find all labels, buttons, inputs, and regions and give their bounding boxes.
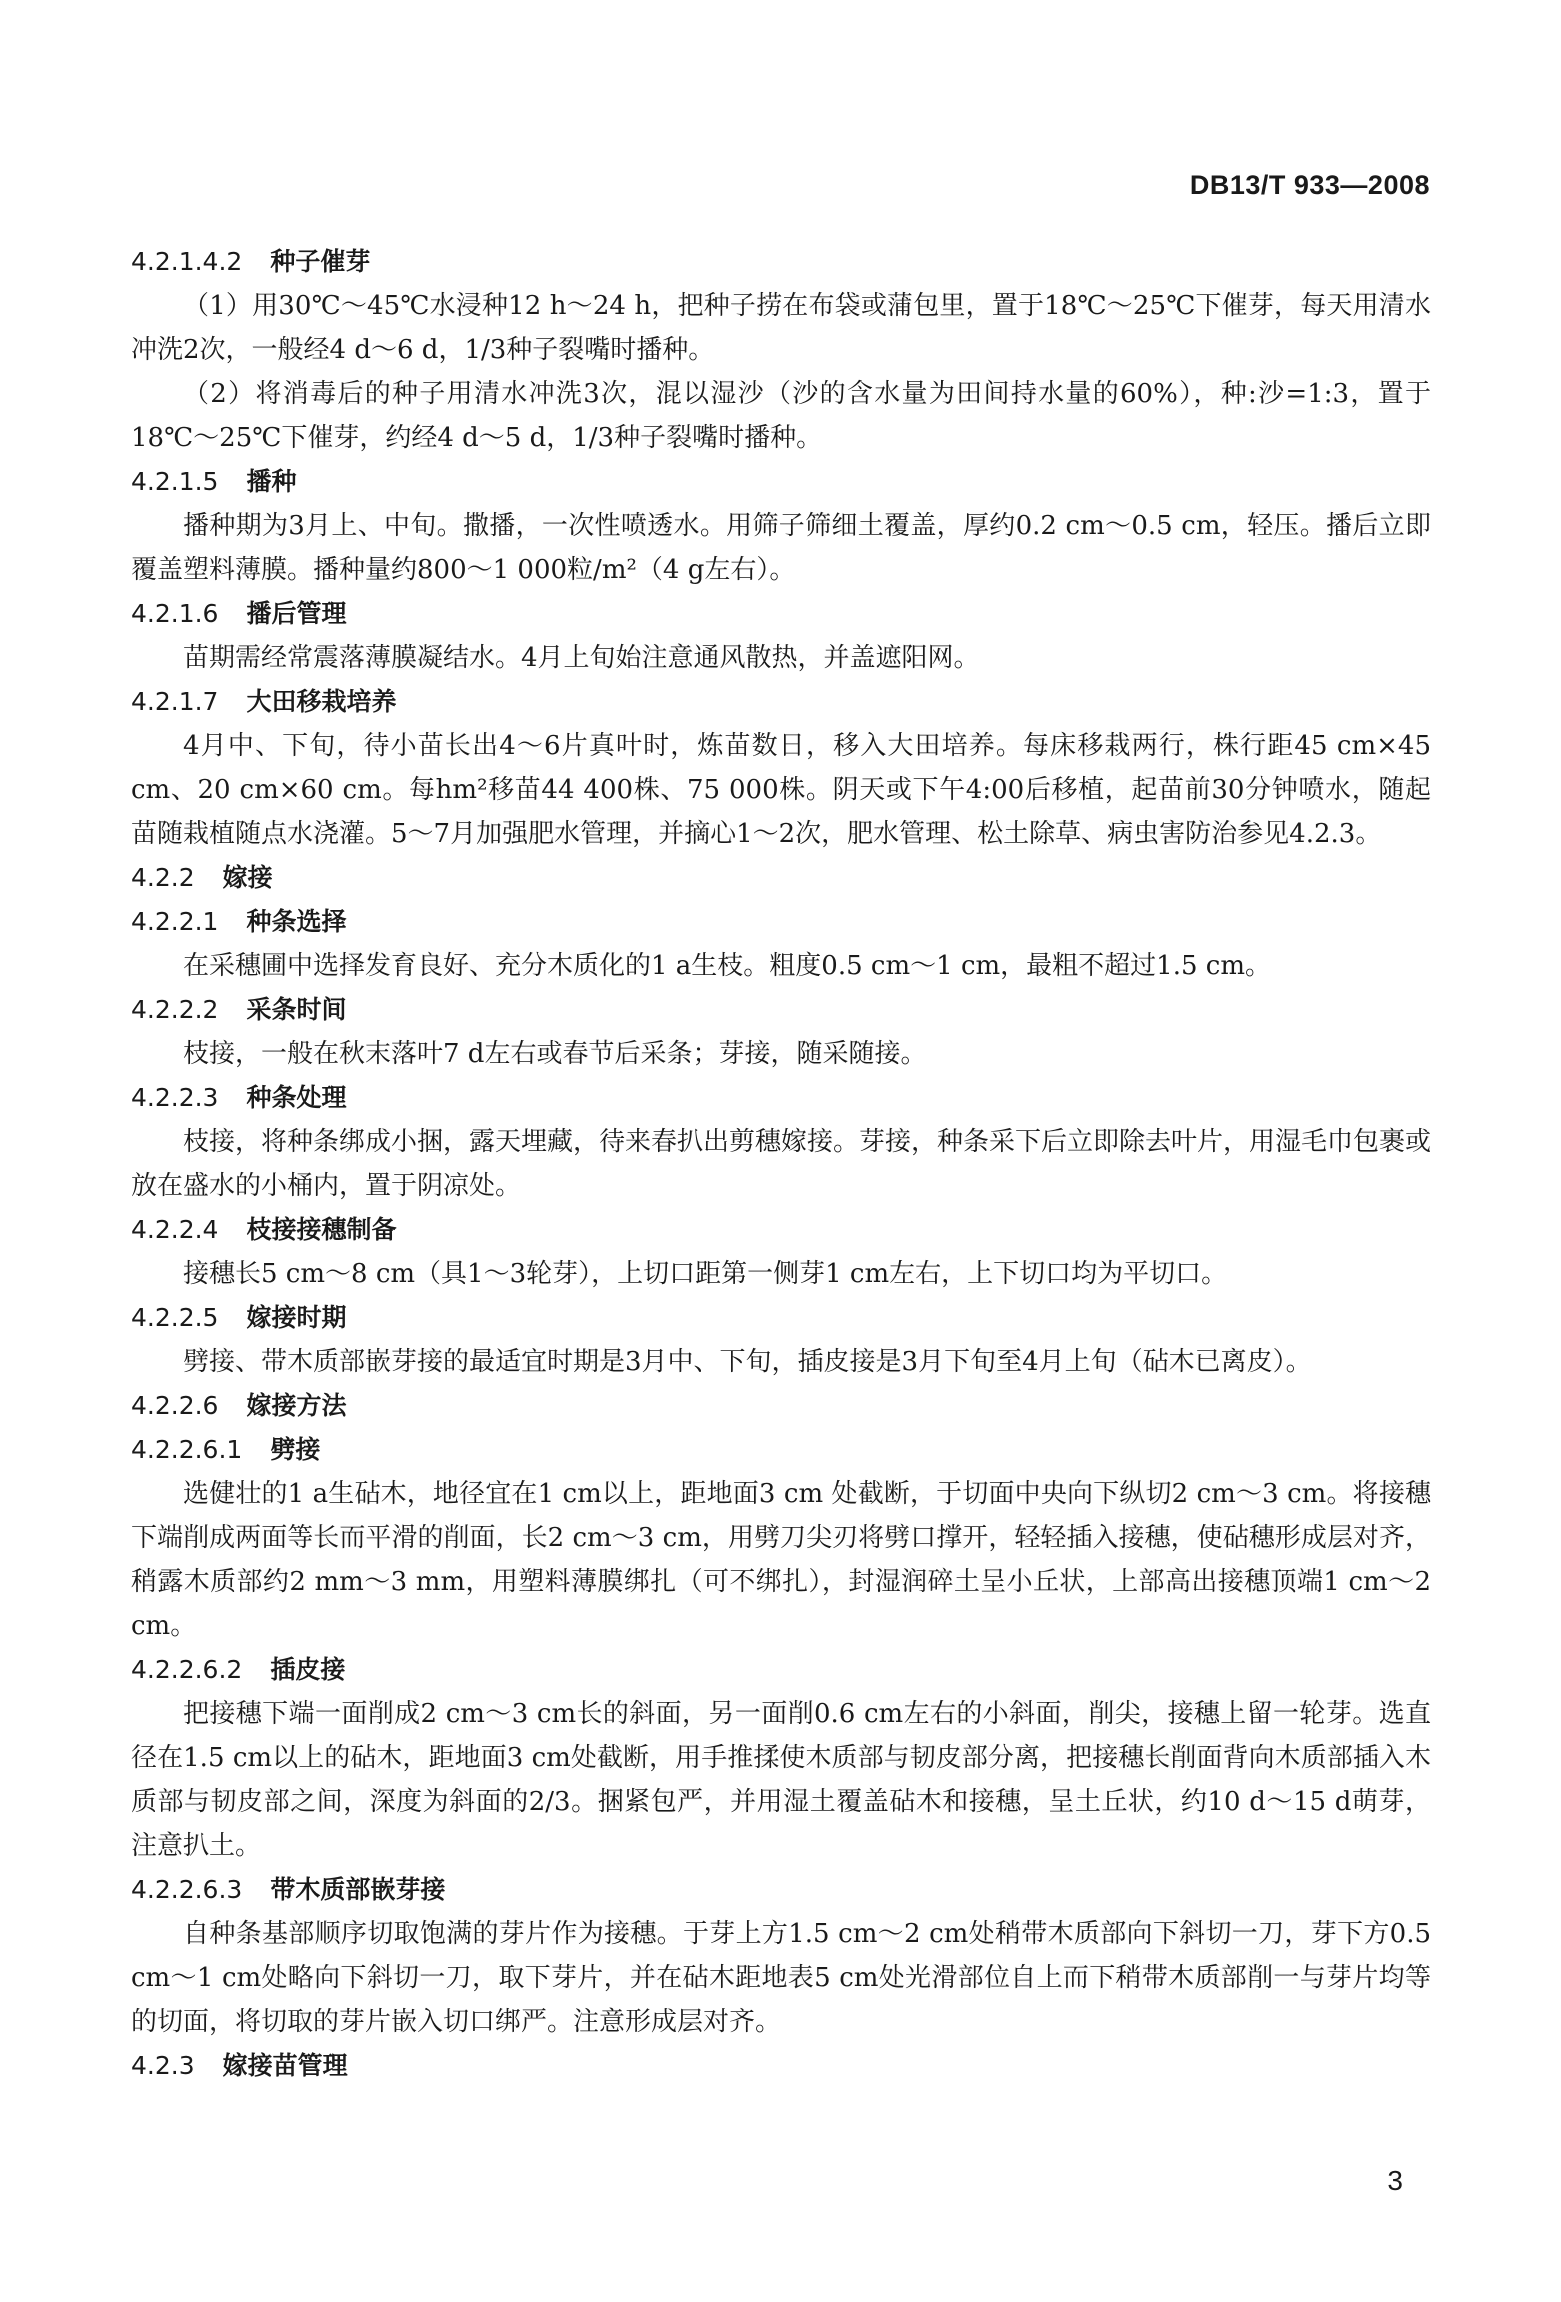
section-number: 4.2.1.5 [131, 467, 219, 496]
section-number: 4.2.2.3 [131, 1083, 219, 1112]
section-number: 4.2.3 [131, 2051, 195, 2080]
section-heading [131, 2044, 1431, 2088]
section-title: 种子催芽 [270, 247, 371, 276]
body-paragraph: 播种期为3月上、中旬。撒播，一次性喷透水。用筛子筛细土覆盖，厚约0.2 cm～0.5 cm，轻压。播后立即覆盖塑料薄膜。播种量约800～1 000粒/m²（4 g左右）。 [131, 511, 1431, 585]
section-number: 4.2.2 [131, 863, 195, 892]
body-paragraph: 在采穗圃中选择发育良好、充分木质化的1 a生枝。粗度0.5 cm～1 cm，最粗不超过1.5 cm。 [183, 951, 1271, 981]
section-number: 4.2.1.4.2 [131, 247, 243, 276]
body-paragraph: 选健壮的1 a生砧木，地径宜在1 cm以上，距地面3 cm 处截断，于切面中央向下纵切2 cm～3 cm。将接穗下端削成两面等长而平滑的削面，长2 cm～3 cm，用劈刀尖刃将劈口撑开，轻轻插入接穗，使砧穗形成层对齐，稍露木质部约2 mm～3 mm，用塑料薄膜绑扎（可不绑扎），封湿润碎土呈小丘状，上部高出接穗顶端1 cm～2 cm。 [131, 1479, 1431, 1641]
section-title: 带木质部嵌芽接 [270, 1875, 446, 1904]
document-code: DB13/T 933—2008 [1189, 170, 1430, 200]
section-heading [131, 856, 1431, 900]
section-heading [131, 1296, 1431, 1340]
section-number: 4.2.2.2 [131, 995, 219, 1024]
section-title: 大田移栽培养 [246, 687, 397, 716]
body-paragraph: 苗期需经常震落薄膜凝结水。4月上旬始注意通风散热，并盖遮阳网。 [183, 643, 980, 673]
section-number: 4.2.1.7 [131, 687, 219, 716]
body-paragraph: 接穗长5 cm～8 cm（具1～3轮芽），上切口距第一侧芽1 cm左右，上下切口均为平切口。 [183, 1259, 1228, 1289]
section-heading [131, 240, 1431, 284]
body-paragraph: 枝接，一般在秋末落叶7 d左右或春节后采条；芽接，随采随接。 [183, 1039, 927, 1069]
section-heading [131, 592, 1431, 636]
section-number: 4.2.2.1 [131, 907, 219, 936]
section-heading [131, 988, 1431, 1032]
section-number: 4.2.1.6 [131, 599, 219, 628]
section-title: 种条选择 [246, 907, 347, 936]
body-paragraph: 枝接，将种条绑成小捆，露天埋藏，待来春扒出剪穗嫁接。芽接，种条采下后立即除去叶片，用湿毛巾包裹或放在盛水的小桶内，置于阴凉处。 [131, 1127, 1432, 1201]
document-body [131, 240, 1431, 2088]
body-paragraph: 自种条基部顺序切取饱满的芽片作为接穗。于芽上方1.5 cm～2 cm处稍带木质部向下斜切一刀，芽下方0.5 cm～1 cm处略向下斜切一刀，取下芽片，并在砧木距地表5 cm处光滑部位自上而下稍带木质部削一与芽片均等的切面，将切取的芽片嵌入切口绑严。注意形成层对齐。 [131, 1919, 1431, 2037]
section-number: 4.2.2.6.3 [131, 1875, 243, 1904]
section-number: 4.2.2.4 [131, 1215, 219, 1244]
section-title: 播种 [246, 467, 297, 496]
section-heading [131, 680, 1431, 724]
section-number: 4.2.2.6.2 [131, 1655, 243, 1684]
section-heading [131, 460, 1431, 504]
section-title: 嫁接时期 [246, 1303, 347, 1332]
body-paragraph: （2）将消毒后的种子用清水冲洗3次，混以湿沙（沙的含水量为田间持水量的60%），种:沙=1:3，置于18℃～25℃下催芽，约经4 d～5 d，1/3种子裂嘴时播种。 [131, 379, 1431, 453]
section-heading [131, 1384, 1431, 1428]
section-title: 插皮接 [270, 1655, 346, 1684]
section-title: 播后管理 [246, 599, 347, 628]
section-title: 嫁接 [222, 863, 273, 892]
section-heading [131, 1428, 1431, 1472]
body-paragraph: 劈接、带木质部嵌芽接的最适宜时期是3月中、下旬，插皮接是3月下旬至4月上旬（砧木已离皮）。 [183, 1347, 1312, 1377]
section-heading [131, 1868, 1431, 1912]
body-paragraph: （1）用30℃～45℃水浸种12 h～24 h，把种子捞在布袋或蒲包里，置于18℃～25℃下催芽，每天用清水冲洗2次，一般经4 d～6 d，1/3种子裂嘴时播种。 [131, 291, 1431, 365]
section-number: 4.2.2.6.1 [131, 1435, 243, 1464]
section-heading [131, 1076, 1431, 1120]
section-title: 嫁接方法 [246, 1391, 347, 1420]
section-title: 种条处理 [246, 1083, 347, 1112]
section-title: 嫁接苗管理 [222, 2051, 348, 2080]
section-title: 采条时间 [246, 995, 347, 1024]
section-number: 4.2.2.6 [131, 1391, 219, 1420]
page-number: 3 [1387, 2165, 1403, 2196]
body-paragraph: 把接穗下端一面削成2 cm～3 cm长的斜面，另一面削0.6 cm左右的小斜面，削尖，接穗上留一轮芽。选直径在1.5 cm以上的砧木，距地面3 cm处截断，用手推揉使木质部与韧皮部分离，把接穗长削面背向木质部插入木质部与韧皮部之间，深度为斜面的2/3。捆紧包严，并用湿土覆盖砧木和接穗，呈土丘状，约10 d～15 d萌芽，注意扒土。 [131, 1699, 1431, 1861]
body-paragraph: 4月中、下旬，待小苗长出4～6片真叶时，炼苗数日，移入大田培养。每床移栽两行，株行距45 cm×45 cm、20 cm×60 cm。每hm²移苗44 400株、75 000株。阴天或下午4:00后移植，起苗前30分钟喷水，随起苗随栽植随点水浇灌。5～7月加强肥水管理，并摘心1～2次，肥水管理、松土除草、病虫害防治参见4.2.3。 [131, 731, 1431, 849]
section-title: 劈接 [270, 1435, 321, 1464]
section-heading [131, 1648, 1431, 1692]
section-number: 4.2.2.5 [131, 1303, 219, 1332]
section-heading [131, 900, 1431, 944]
section-title: 枝接接穗制备 [246, 1215, 397, 1244]
section-heading [131, 1208, 1431, 1252]
